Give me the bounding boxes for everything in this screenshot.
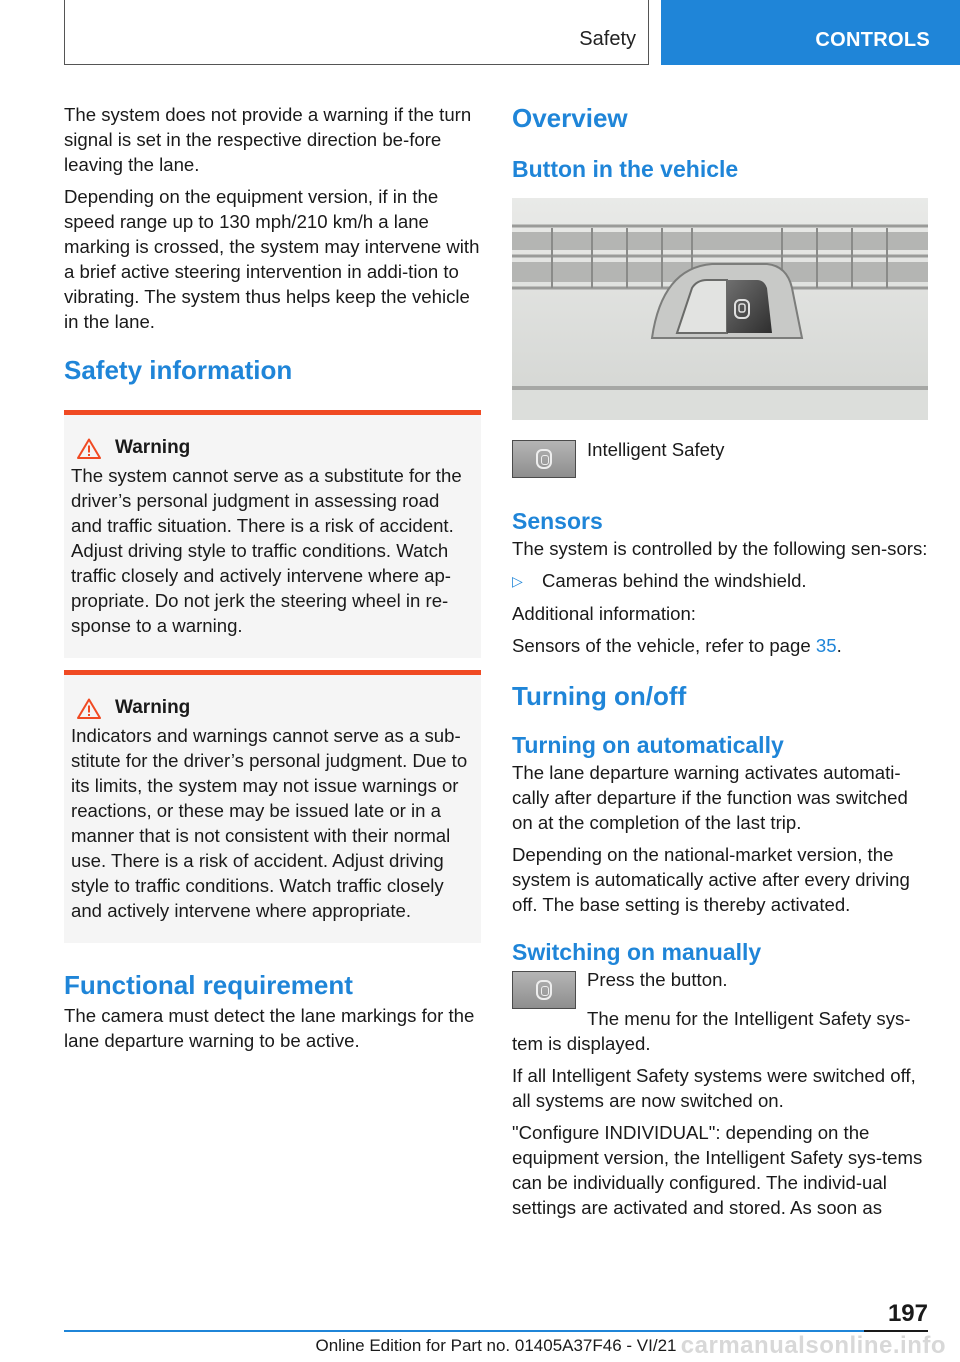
paragraph: If all Intelligent Safety systems were switched off, all systems are now switched on. <box>512 1065 916 1111</box>
list-item-text: Cameras behind the windshield. <box>542 570 807 591</box>
button-in-vehicle-heading: Button in the vehicle <box>512 156 739 182</box>
header-section-title: Safety <box>579 28 636 50</box>
header-chapter-title: CONTROLS <box>815 29 930 51</box>
paragraph: The camera must detect the lane markings for the lane departure warning to be active. <box>64 1005 475 1051</box>
intelligent-safety-button-icon <box>512 440 576 478</box>
press-button-row <box>512 971 930 1009</box>
paragraph: Additional information: <box>512 603 696 624</box>
page-35-link[interactable]: 35 <box>815 635 837 656</box>
cross-reference-suffix: . <box>836 635 842 656</box>
vehicle-button-photo <box>512 198 928 420</box>
warning-title <box>77 697 474 719</box>
button-caption-row <box>512 440 930 478</box>
safety-information-heading: Safety information <box>64 355 293 385</box>
header-chapter-tab <box>661 0 960 65</box>
right-column <box>512 102 930 1227</box>
left-column <box>64 102 481 1060</box>
turning-on-off-heading: Turning on/off <box>512 681 687 711</box>
functional-requirement-heading: Functional requirement <box>64 970 353 1000</box>
cross-reference <box>512 633 930 658</box>
header-section-box <box>64 0 649 65</box>
warning-box <box>64 670 481 943</box>
paragraph: Depending on the equipment version, if in the speed range up to 130 mph/210 km/h a lane marking is crossed, the system may intervene with a brief active steering intervention in addi-tion to vibrating. The system thus helps keep the vehicle in the lane. <box>64 186 480 332</box>
paragraph: The system does not provide a warning if the turn signal is set in the respective direction be-fore leaving the lane. <box>64 104 472 175</box>
press-button-text <box>587 967 728 999</box>
warning-triangle-icon <box>77 698 101 719</box>
warning-text: Indicators and warnings cannot serve as a sub-stitute for the driver’s personal judgment. Due to its limits, the system may not issue warnings or reactions, or these may be issued late or in a manner that is not consistent with their normal use. There is a risk of accident. Adjust driving style to traffic conditions. Watch traffic closely and actively intervene where appropriate. <box>71 725 468 921</box>
overview-heading: Overview <box>512 103 628 133</box>
switching-on-manually-heading: Switching on manually <box>512 939 762 965</box>
paragraph: The menu for the Intelligent Safety sys-tem is displayed. <box>512 1008 911 1054</box>
turning-on-automatically-heading: Turning on automatically <box>512 732 784 758</box>
warning-title <box>77 437 474 459</box>
bullet-triangle-icon: ▷ <box>512 573 523 589</box>
page-number: 197 <box>887 1300 928 1327</box>
warning-title-text: Warning <box>115 697 191 718</box>
paragraph: The lane departure warning activates automati-cally after departure if the function was switched on at the completion of the last trip. <box>512 762 908 833</box>
sensors-heading: Sensors <box>512 508 603 534</box>
warning-text: The system cannot serve as a substitute for the driver’s personal judgment in assessing road and traffic situation. There is a risk of accident. Adjust driving style to traffic conditions. Watch traffic closely and actively intervene where ap-propriate. Do not jerk the steering wheel in re-sponse to a warning. <box>71 465 462 636</box>
cross-reference-text: Sensors of the vehicle, refer to page <box>512 635 816 656</box>
warning-triangle-icon <box>77 438 101 459</box>
paragraph: The system is controlled by the following sen-sors: <box>512 538 928 559</box>
paragraph: Press the button. <box>587 969 728 990</box>
warning-title-text: Warning <box>115 437 191 458</box>
list-item <box>512 568 930 594</box>
warning-box <box>64 410 481 658</box>
footer-edition: Online Edition for Part no. 01405A37F46 - VI/21 <box>315 1336 677 1355</box>
paragraph: "Configure INDIVIDUAL": depending on the equipment version, the Intelligent Safety sys-tems can be individually configured. The individ-ual settings are activated and stored. As soon as <box>512 1122 923 1218</box>
watermark: carmanualsonline.info <box>680 1332 946 1359</box>
intelligent-safety-button-icon <box>512 971 576 1009</box>
button-caption: Intelligent Safety <box>587 439 725 460</box>
paragraph: Depending on the national-market version, the system is automatically active after every driving off. The base setting is thereby activated. <box>512 844 910 915</box>
